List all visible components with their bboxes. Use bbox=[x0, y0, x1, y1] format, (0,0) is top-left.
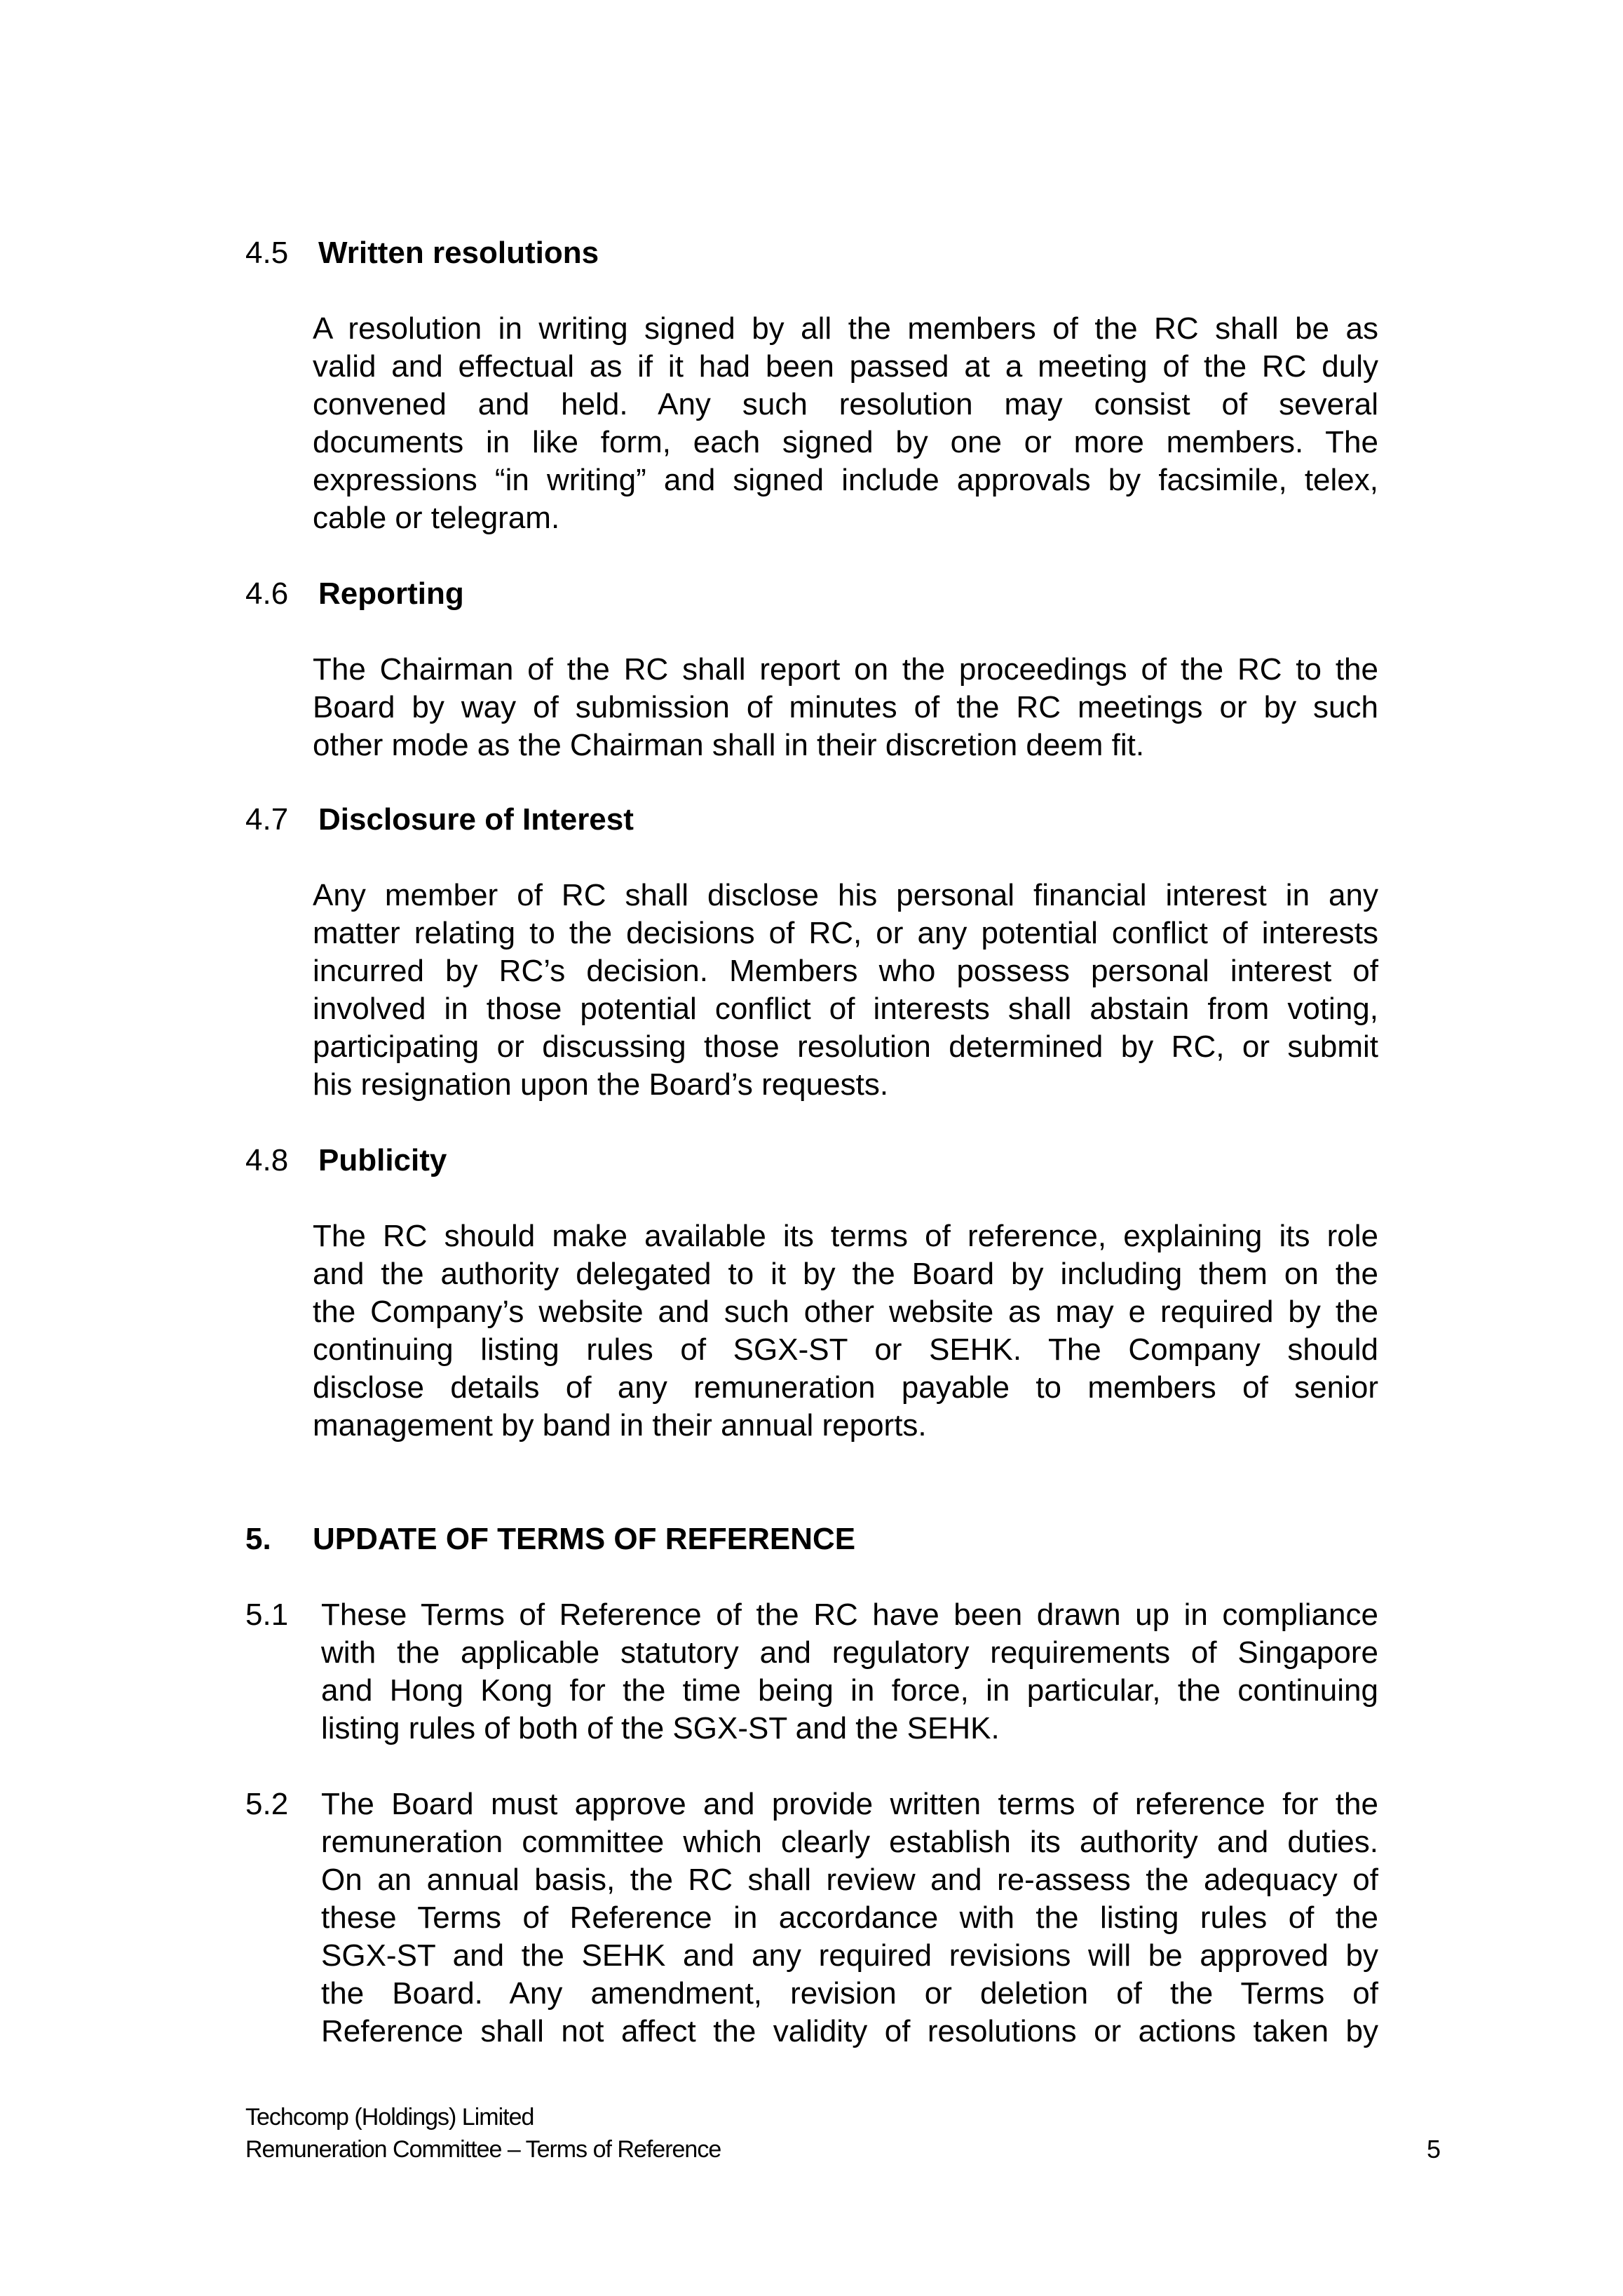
text-line: expressions “in writing” and signed include approvals by facsimile, telex, bbox=[313, 463, 1378, 497]
text-line: the Company’s website and such other website as may e required by the bbox=[313, 1295, 1378, 1329]
section-title: Written resolutions bbox=[318, 236, 599, 270]
section-4-5-paragraph bbox=[313, 310, 1378, 537]
text-line: incurred by RC’s decision. Members who possess personal interest of bbox=[313, 954, 1378, 988]
section-4-8-heading bbox=[245, 1142, 447, 1180]
text-line: listing rules of both of the SGX-ST and the SEHK. bbox=[321, 1711, 1000, 1745]
text-line: The RC should make available its terms of reference, explaining its role bbox=[313, 1219, 1378, 1253]
section-number: 5. bbox=[245, 1522, 271, 1556]
text-line: other mode as the Chairman shall in their discretion deem fit. bbox=[313, 728, 1145, 762]
text-line: and Hong Kong for the time being in force, in particular, the continuing bbox=[321, 1673, 1378, 1708]
item-5-2-paragraph bbox=[321, 1785, 1378, 2051]
section-4-8-paragraph bbox=[313, 1217, 1378, 1445]
text-line: The Chairman of the RC shall report on the proceedings of the RC to the bbox=[313, 652, 1378, 687]
section-4-6-heading bbox=[245, 575, 464, 613]
section-4-6-paragraph bbox=[313, 651, 1378, 764]
item-5-1-paragraph bbox=[321, 1596, 1378, 1748]
text-line: the Board. Any amendment, revision or deletion of the Terms of bbox=[321, 1976, 1378, 2011]
section-title: Reporting bbox=[318, 576, 464, 611]
section-5-heading bbox=[245, 1520, 855, 1558]
text-line: cable or telegram. bbox=[313, 501, 560, 535]
text-line: convened and held. Any such resolution may consist of several bbox=[313, 387, 1378, 421]
text-line: disclose details of any remuneration payable to members of senior bbox=[313, 1370, 1378, 1405]
text-line: On an annual basis, the RC shall review and re-assess the adequacy of bbox=[321, 1863, 1378, 1897]
footer-company: Techcomp (Holdings) Limited bbox=[245, 2104, 534, 2130]
text-line: management by band in their annual reports. bbox=[313, 1408, 927, 1443]
section-4-7-paragraph bbox=[313, 877, 1378, 1104]
item-5-2-number: 5.2 bbox=[245, 1787, 289, 1821]
section-number: 4.7 bbox=[245, 802, 289, 837]
text-line: documents in like form, each signed by one or more members. The bbox=[313, 425, 1378, 459]
text-line: with the applicable statutory and regulatory requirements of Singapore bbox=[321, 1635, 1378, 1670]
text-line: participating or discussing those resolution determined by RC, or submit bbox=[313, 1029, 1378, 1064]
text-line: these Terms of Reference in accordance with the listing rules of the bbox=[321, 1900, 1378, 1935]
text-line: Board by way of submission of minutes of the RC meetings or by such bbox=[313, 690, 1378, 724]
text-line: continuing listing rules of SGX-ST or SEHK. The Company should bbox=[313, 1332, 1378, 1367]
text-line: The Board must approve and provide written terms of reference for the bbox=[321, 1787, 1378, 1821]
section-4-5-heading bbox=[245, 234, 599, 272]
section-number: 4.5 bbox=[245, 236, 289, 270]
text-line: his resignation upon the Board’s requests. bbox=[313, 1067, 889, 1102]
section-number: 4.8 bbox=[245, 1143, 289, 1177]
section-4-7-heading bbox=[245, 801, 634, 839]
page-number: 5 bbox=[1426, 2135, 1441, 2163]
text-line: matter relating to the decisions of RC, or any potential conflict of interests bbox=[313, 916, 1378, 950]
section-title: Disclosure of Interest bbox=[318, 802, 634, 837]
text-line: SGX-ST and the SEHK and any required revisions will be approved by bbox=[321, 1938, 1378, 1973]
text-line: involved in those potential conflict of interests shall abstain from voting, bbox=[313, 992, 1378, 1026]
text-line: A resolution in writing signed by all the members of the RC shall be as bbox=[313, 311, 1378, 346]
text-line: remuneration committee which clearly establish its authority and duties. bbox=[321, 1825, 1378, 1859]
text-line: and the authority delegated to it by the Board by including them on the bbox=[313, 1257, 1378, 1291]
text-line: These Terms of Reference of the RC have been drawn up in compliance bbox=[321, 1598, 1378, 1632]
text-line: valid and effectual as if it had been passed at a meeting of the RC duly bbox=[313, 349, 1378, 384]
footer-document-title: Remuneration Committee – Terms of Reference bbox=[245, 2136, 721, 2163]
text-line: Reference shall not affect the validity of resolutions or actions taken by bbox=[321, 2014, 1378, 2048]
section-title: UPDATE OF TERMS OF REFERENCE bbox=[313, 1522, 856, 1556]
item-5-1-number: 5.1 bbox=[245, 1598, 289, 1632]
section-number: 4.6 bbox=[245, 576, 289, 611]
text-line: Any member of RC shall disclose his personal financial interest in any bbox=[313, 878, 1378, 912]
section-title: Publicity bbox=[318, 1143, 447, 1177]
